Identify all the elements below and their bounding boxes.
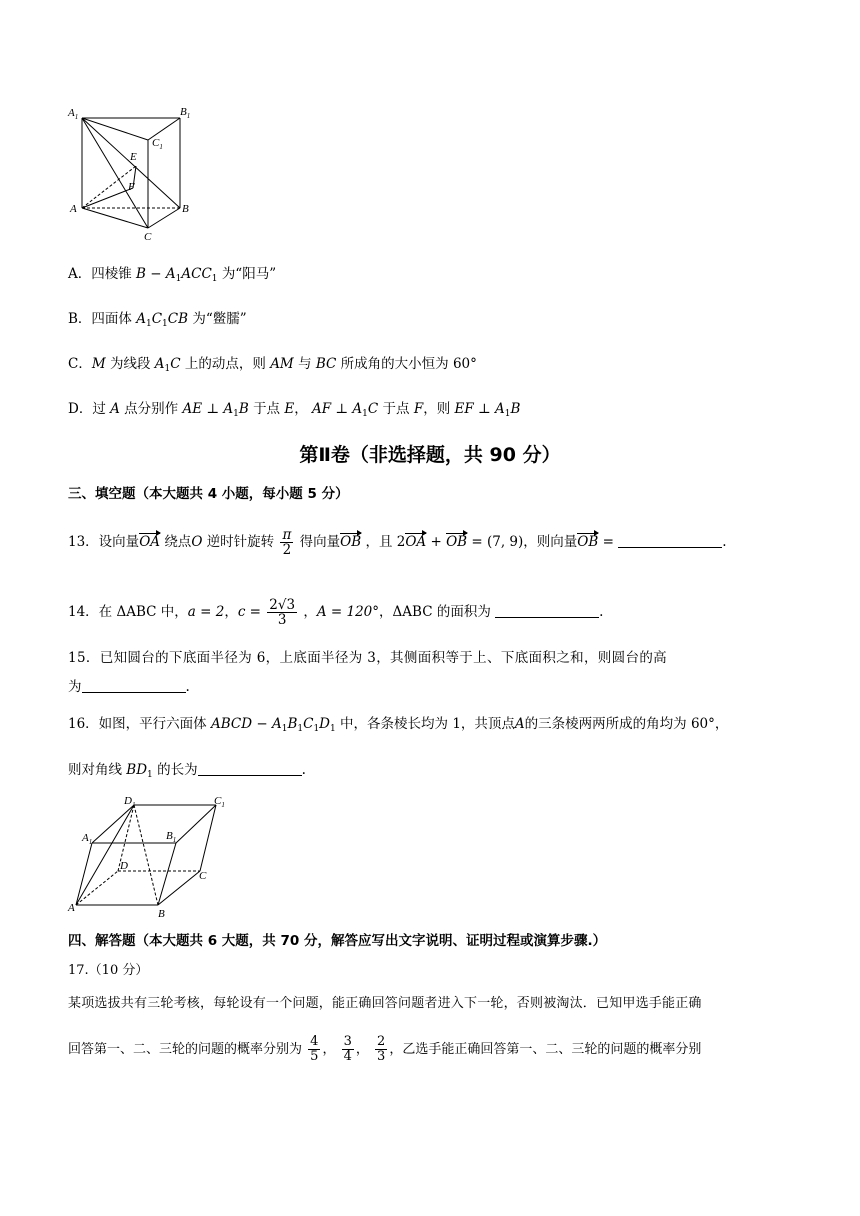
label-C1: $C_1$ (214, 795, 225, 809)
label-C: C (199, 870, 207, 882)
label-E: E (130, 151, 137, 163)
label-B: B (158, 908, 165, 920)
section-2-title: 第Ⅱ卷（非选择题，共 90 分） (299, 444, 561, 466)
fraction-pi-over-2: $\frac{\pi}{2}$ (282, 527, 292, 558)
question-15-line-2: 为 . (68, 679, 190, 695)
question-17-head: 17.（10 分） (68, 963, 149, 978)
label-A: A (70, 203, 77, 215)
option-b: B．四面体 $A_1C_1CB$ 为“鳖臑” (68, 311, 247, 329)
answer-blank-16[interactable] (198, 761, 302, 776)
label-A: A (68, 902, 75, 914)
fraction-3-4: $\frac{3}{4}$ (343, 1034, 352, 1064)
question-16-line-2: 则对角线 $BD_1$ 的长为 . (68, 762, 306, 780)
answer-blank-15[interactable] (82, 678, 186, 693)
question-16-line-1: 16．如图，平行六面体 ABCD − $A_1B_1C_1D_1$ 中，各条棱长均为 1，共顶点A的三条棱两两所成的角均为 60°， (68, 716, 729, 734)
answer-blank-14[interactable] (495, 603, 599, 618)
fraction-4-5: $\frac{4}{5}$ (310, 1034, 319, 1064)
label-A1: $A_1$ (68, 107, 79, 121)
label-D: D (120, 860, 128, 872)
label-B1: $B_1$ (180, 106, 191, 120)
label-C1: $C_1$ (152, 137, 163, 151)
question-13: 13．设向量OA 绕点O 逆时针旋转 $\frac{\pi}{2}$ 得向量OB ，且 2OA + OB = (7, 9)，则向量OB = . (68, 527, 727, 558)
section-3-title: 三、填空题（本大题共 4 小题，每小题 5 分） (68, 486, 349, 502)
option-a: A．四棱锥 $B - A_1ACC_1$ 为“阳马” (68, 266, 277, 284)
question-14: 14．在 ΔABC 中，a = 2，c = $\frac{2√3}{3}$ ，A = 120°，ΔABC 的面积为 . (68, 597, 604, 628)
fraction-2-3: $\frac{2}{3}$ (377, 1034, 386, 1064)
section-4-title: 四、解答题（本大题共 6 大题，共 70 分，解答应写出文字说明、证明过程或演算步骤.） (68, 933, 607, 949)
label-A1: $A_1$ (82, 832, 93, 846)
option-c: C．M 为线段 $A_1C$ 上的动点，则 AM 与 BC 所成角的大小恒为 60° (68, 356, 477, 374)
fraction-2sqrt3-over-3: $\frac{2√3}{3}$ (269, 597, 296, 628)
prism-figure (66, 100, 206, 245)
label-C: C (144, 231, 152, 243)
answer-blank-13[interactable] (618, 533, 722, 548)
label-F: F (128, 181, 135, 193)
label-D1: $D_1$ (124, 795, 136, 809)
question-17-line-1: 某项选拔共有三轮考核，每轮设有一个问题，能正确回答问题者进入下一轮，否则被淘汰．已知甲选手能正确 (68, 996, 702, 1011)
label-B1: $B_1$ (166, 830, 177, 844)
option-d: D．过 A 点分别作 AE ⊥ $A_1B$ 于点 E， AF ⊥ $A_1C$ 于点 F，则 EF ⊥ $A_1B$ (68, 401, 521, 419)
parallelepiped-figure (66, 795, 246, 920)
question-15-line-1: 15．已知圆台的下底面半径为 6，上底面半径为 3，其侧面积等于上、下底面积之和，则圆台的高 (68, 650, 668, 666)
label-B: B (182, 203, 189, 215)
question-17-line-2: 回答第一、二、三轮的问题的概率分别为 $\frac{4}{5}$ ， $\frac{3}{4}$ ， $\frac{2}{3}$ ，乙选手能正确回答第一、二、三轮的问题的概率分别 (68, 1034, 702, 1064)
